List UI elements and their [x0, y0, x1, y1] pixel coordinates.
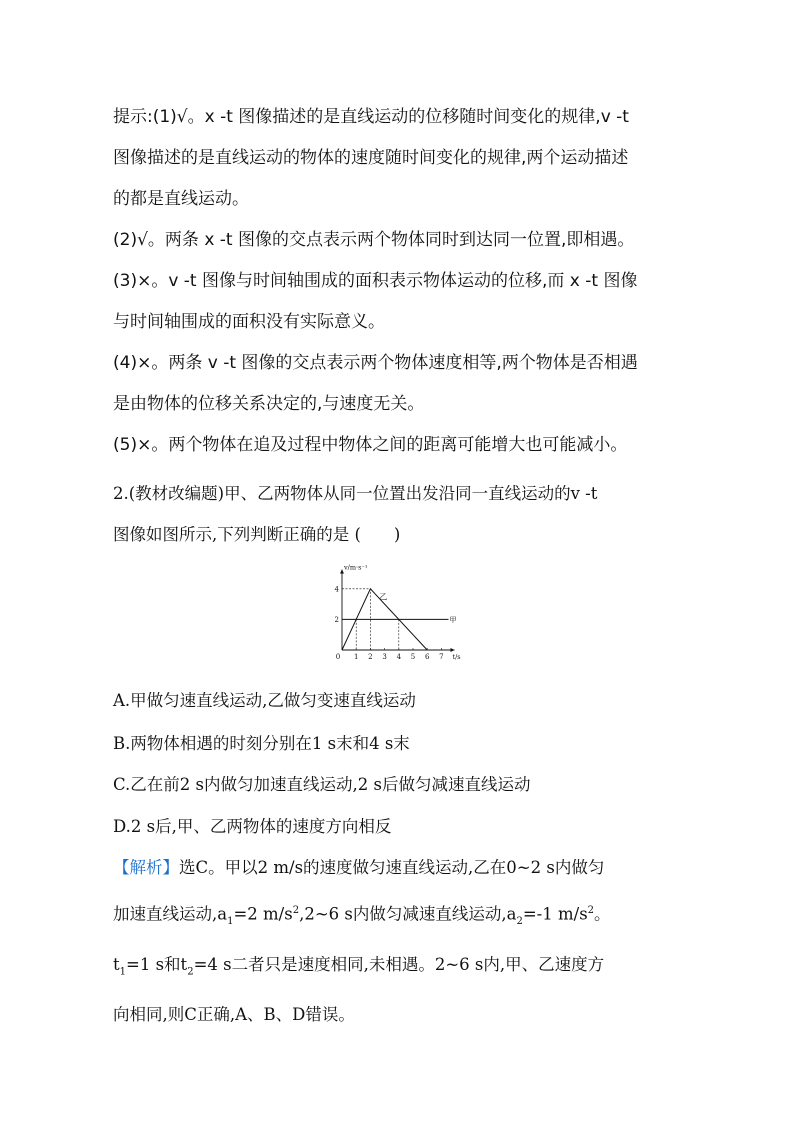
- analysis-tag: 【解析】: [113, 858, 179, 877]
- hint-line: 是由物体的位移关系决定的,与速度无关。: [113, 394, 425, 414]
- hint-line: (2)√。两条 x -t 图像的交点表示两个物体同时到达同一位置,即相遇。: [113, 230, 635, 250]
- option-d: D.2 s后,甲、乙两物体的速度方向相反: [113, 817, 392, 836]
- x-tick-label: 2: [368, 653, 373, 661]
- x-axis-label: t/s: [452, 653, 461, 661]
- y-tick-label: 2: [334, 615, 339, 624]
- x-tick-label: 3: [382, 653, 387, 661]
- vt-graph: [330, 560, 465, 670]
- option-a: A.甲做匀速直线运动,乙做匀变速直线运动: [113, 691, 416, 710]
- question-line-2: 图像如图所示,下列判断正确的是 ( ): [113, 525, 401, 544]
- x-tick-label: 5: [410, 653, 416, 661]
- x-tick-label: 0: [335, 653, 341, 661]
- x-tick-label: 7: [439, 653, 444, 661]
- hint-line: (5)×。两个物体在追及过程中物体之间的距离可能增大也可能减小。: [113, 435, 628, 455]
- analysis-line-4: 向相同,则C正确,A、B、D错误。: [113, 1005, 355, 1025]
- hint-line: (3)×。v -t 图像与时间轴围成的面积表示物体运动的位移,而 x -t 图像: [113, 271, 638, 291]
- hint-block: [113, 97, 685, 466]
- hint-line: 提示:(1)√。x -t 图像描述的是直线运动的位移随时间变化的规律,v -t: [113, 107, 629, 127]
- x-axis-arrow: [451, 648, 455, 652]
- hint-line: 的都是直线运动。: [113, 189, 249, 209]
- option-b: B.两物体相遇的时刻分别在1 s末和4 s末: [113, 734, 410, 753]
- analysis-line-2: 加速直线运动$,a_1=2$ $m/s^2,2\sim 6$ s内做匀减速直线运动$,a_2=-1$ $m/s^2$。: [113, 904, 611, 927]
- hint-line: (4)×。两条 v -t 图像的交点表示两个物体速度相等,两个物体是否相遇: [113, 353, 638, 373]
- analysis-block: [113, 846, 698, 1036]
- option-c: C.乙在前2 s内做匀加速直线运动,2 s后做匀减速直线运动: [113, 775, 531, 794]
- x-tick-label: 6: [424, 653, 430, 661]
- question-stem: [113, 473, 698, 555]
- series-label: 乙: [379, 592, 388, 602]
- hint-line: 与时间轴围成的面积没有实际意义。: [113, 312, 385, 332]
- hint-line: 图像描述的是直线运动的物体的速度随时间变化的规律,两个运动描述: [113, 148, 629, 168]
- series-label: 甲: [449, 615, 457, 624]
- x-tick-label: 1: [353, 653, 359, 661]
- analysis-line-1: 【解析】选C。甲以2 m/s的速度做匀速直线运动,乙在0~2 s内做匀: [113, 858, 605, 877]
- x-tick-label: 4: [396, 653, 402, 661]
- y-tick-label: 4: [334, 585, 339, 594]
- question-line-1: 2.(教材改编题)甲、乙两物体从同一位置出发沿同一直线运动的v -t: [113, 484, 598, 503]
- analysis-line-3: $t_1=1$ s和$t_2=4$ s二者只是速度相同,未相遇。2~6 s内,甲、乙速度方: [113, 954, 605, 978]
- y-axis-label: v/m·s⁻¹: [344, 563, 368, 572]
